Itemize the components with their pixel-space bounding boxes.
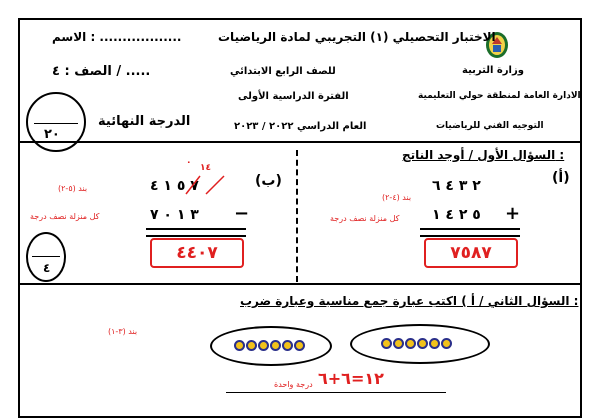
bead-icon bbox=[393, 338, 404, 349]
q1b-carry-digits: ١٤ bbox=[200, 163, 211, 173]
q1a-grade-note: كل منزلة نصف درجة bbox=[330, 214, 400, 223]
bead-icon bbox=[282, 340, 293, 351]
supervision-name: التوجيه الفني للرياضيات bbox=[436, 121, 544, 131]
header-divider bbox=[18, 141, 582, 143]
q1-part-b-label: (ب) bbox=[255, 173, 282, 189]
q2-title: السؤال الثاني / أ ) اكتب عبارة جمع مناسبة وعبارة ضرب : bbox=[240, 294, 579, 308]
q1-column-divider bbox=[296, 150, 298, 282]
q1b-difference-line bbox=[146, 228, 246, 237]
q1-part-a-label: (أ) bbox=[552, 170, 570, 186]
bead-icon bbox=[270, 340, 281, 351]
class-field: الصف : ٤ / ..... bbox=[52, 64, 151, 79]
grade-level: للصف الرابع الابتدائي bbox=[230, 66, 336, 77]
q1a-plus-sign: + bbox=[505, 203, 521, 224]
q1b-answer-box: ٤٤٠٧ bbox=[150, 238, 244, 268]
q2-item-note: بند (٣-١) bbox=[108, 327, 138, 336]
q1b-minus-sign: − bbox=[234, 203, 250, 224]
name-field: الاسم : .................. bbox=[52, 30, 182, 44]
q1b-top-number: ٧ ٥ ١ ٤ bbox=[150, 178, 199, 194]
bead-icon bbox=[405, 338, 416, 349]
q1-score-value: ٤ bbox=[43, 261, 51, 275]
bead-icon bbox=[258, 340, 269, 351]
q1a-sum-line bbox=[420, 228, 520, 237]
bead-row-left bbox=[234, 340, 305, 351]
q1b-item-note: بند (٥-٢) bbox=[58, 184, 88, 193]
bead-icon bbox=[234, 340, 245, 351]
q2-answer-line bbox=[226, 392, 446, 393]
term-label: الفترة الدراسية الأولى bbox=[238, 91, 349, 102]
final-grade-label: الدرجة النهائية bbox=[98, 114, 191, 129]
grade-fraction-line bbox=[34, 123, 78, 124]
q1a-item-note: بند (٤-٢) bbox=[382, 193, 412, 202]
q1-score-circle bbox=[26, 232, 66, 282]
q1b-borrow-digit: ٠ bbox=[186, 158, 192, 168]
q1-title: السؤال الأول / أوجد الناتج : bbox=[402, 148, 565, 162]
q2-grade-note: درجة واحدة bbox=[274, 380, 313, 389]
ministry-name: وزارة التربية bbox=[462, 65, 524, 76]
q2-addition-answer: ١٢=٦+٦ bbox=[318, 369, 384, 388]
bead-row-right bbox=[381, 338, 452, 349]
bead-icon bbox=[246, 340, 257, 351]
bead-icon bbox=[441, 338, 452, 349]
q1a-top-number: ٢ ٣ ٤ ٦ bbox=[432, 178, 481, 194]
q1a-bottom-number: ٥ ٢ ٤ ١ bbox=[432, 207, 481, 223]
final-grade-circle bbox=[26, 92, 86, 152]
q1b-grade-note: كل منزلة نصف درجة bbox=[30, 212, 100, 221]
bead-icon bbox=[429, 338, 440, 349]
q1a-answer-box: ٧٥٨٧ bbox=[424, 238, 518, 268]
bead-icon bbox=[381, 338, 392, 349]
q1b-bottom-number: ٣ ١ ٠ ٧ bbox=[150, 207, 199, 223]
q1-score-fraction-line bbox=[32, 256, 60, 257]
bead-icon bbox=[417, 338, 428, 349]
school-year: العام الدراسي ٢٠٢٢ / ٢٠٢٣ bbox=[234, 121, 367, 132]
directorate-name: الادارة العامة لمنطقة حولي التعليمية bbox=[418, 91, 581, 101]
q1-divider bbox=[18, 283, 582, 285]
q1b-strike-marks bbox=[178, 172, 230, 198]
bead-icon bbox=[294, 340, 305, 351]
exam-title: الاختبار التحصيلي (١) التجريبي لمادة الرياضيات bbox=[218, 30, 496, 44]
final-grade-value: ٢٠ bbox=[44, 127, 60, 142]
